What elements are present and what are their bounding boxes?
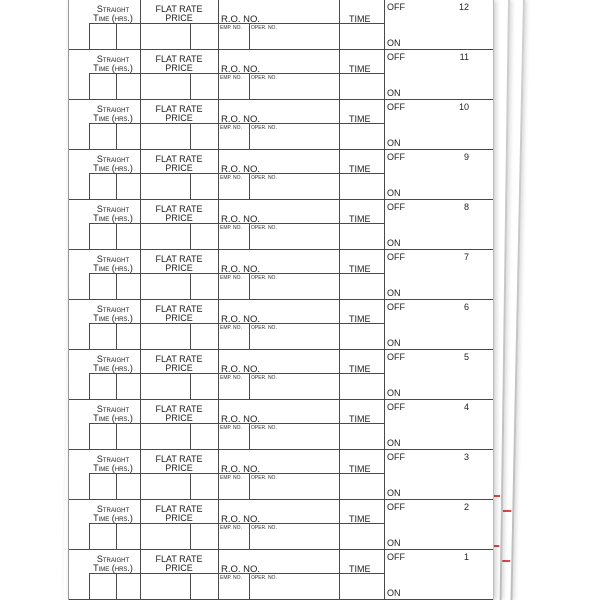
off-label: OFF: [387, 251, 405, 262]
on-label: ON: [387, 237, 401, 248]
time-ticket-row: [69, 150, 493, 200]
time-ticket-row: [69, 0, 493, 50]
ro-number-label: R.O. NO.: [221, 163, 261, 175]
divider: [218, 0, 219, 50]
flat-rate-line1: FLAT RATE: [155, 503, 203, 514]
on-label: ON: [387, 137, 401, 148]
divider: [190, 173, 191, 200]
ro-number-label: R.O. NO.: [221, 413, 261, 425]
oper-number-label: OPER. NO.: [251, 24, 277, 31]
time-ticket-row: [69, 50, 493, 100]
straight-time-line2: Time (hrs.): [93, 562, 133, 573]
divider: [339, 50, 340, 100]
on-label: ON: [387, 37, 401, 48]
divider: [339, 300, 340, 350]
emp-number-label: EMP. NO.: [220, 274, 242, 281]
mid-rule: [89, 123, 384, 124]
divider: [218, 200, 219, 250]
divider: [384, 300, 385, 350]
flat-rate-label: [141, 255, 217, 273]
divider: [116, 173, 117, 200]
oper-number-label: OPER. NO.: [251, 524, 277, 531]
straight-time-label: [85, 305, 141, 323]
divider: [339, 350, 340, 400]
flat-rate-label: [141, 555, 217, 573]
divider: [190, 523, 191, 550]
ticket-number: 1: [463, 551, 469, 562]
divider: [116, 523, 117, 550]
ro-number-label: R.O. NO.: [221, 563, 261, 575]
oper-number-label: OPER. NO.: [251, 274, 277, 281]
off-label: OFF: [387, 301, 405, 312]
divider: [140, 450, 141, 500]
divider: [140, 0, 141, 50]
flat-rate-line1: FLAT RATE: [155, 3, 203, 14]
emp-number-label: EMP. NO.: [220, 24, 242, 31]
on-label: ON: [387, 287, 401, 298]
divider: [190, 273, 191, 300]
straight-time-line2: Time (hrs.): [93, 262, 133, 273]
ticket-number: 8: [463, 201, 469, 212]
ticket-number: 9: [463, 151, 469, 162]
divider: [116, 473, 117, 500]
divider: [384, 500, 385, 550]
divider: [140, 50, 141, 100]
divider: [89, 123, 90, 150]
mid-rule: [89, 473, 384, 474]
emp-number-label: EMP. NO.: [220, 124, 242, 131]
straight-time-line2: Time (hrs.): [93, 12, 133, 23]
mid-rule: [89, 173, 384, 174]
time-label: TIME: [349, 213, 371, 224]
mid-rule: [89, 273, 384, 274]
off-label: OFF: [387, 1, 405, 12]
off-label: OFF: [387, 451, 405, 462]
time-ticket-row: [69, 550, 493, 600]
mid-rule: [89, 23, 384, 24]
time-ticket-row: [69, 350, 493, 400]
divider: [140, 350, 141, 400]
straight-time-line2: Time (hrs.): [93, 62, 133, 73]
flat-rate-label: [141, 5, 217, 23]
on-label: ON: [387, 337, 401, 348]
ticket-number: 11: [459, 51, 469, 62]
divider: [140, 150, 141, 200]
straight-time-line1: Straight: [96, 503, 130, 514]
divider: [116, 223, 117, 250]
divider: [89, 373, 90, 400]
ro-number-label: R.O. NO.: [221, 463, 261, 475]
divider: [249, 173, 250, 200]
divider: [384, 100, 385, 150]
time-label: TIME: [349, 313, 371, 324]
oper-number-label: OPER. NO.: [251, 124, 277, 131]
on-label: ON: [387, 537, 401, 548]
divider: [116, 423, 117, 450]
oper-number-label: OPER. NO.: [251, 174, 277, 181]
divider: [89, 223, 90, 250]
oper-number-label: OPER. NO.: [251, 74, 277, 81]
straight-time-line1: Straight: [96, 303, 130, 314]
divider: [190, 223, 191, 250]
ticket-number: 2: [463, 501, 469, 512]
time-label: TIME: [349, 563, 371, 574]
time-label: TIME: [349, 363, 371, 374]
flat-rate-line1: FLAT RATE: [155, 553, 203, 564]
divider: [140, 300, 141, 350]
flat-rate-label: [141, 305, 217, 323]
ticket-number: 10: [458, 101, 469, 112]
straight-time-line1: Straight: [96, 403, 130, 414]
divider: [190, 73, 191, 100]
divider: [249, 73, 250, 100]
divider: [89, 323, 90, 350]
straight-time-line1: Straight: [96, 3, 130, 14]
oper-number-label: OPER. NO.: [251, 224, 277, 231]
straight-time-label: [85, 105, 141, 123]
straight-time-label: [85, 55, 141, 73]
mid-rule: [89, 573, 384, 574]
divider: [89, 73, 90, 100]
flat-rate-label: [141, 155, 217, 173]
flat-rate-line2: PRICE: [165, 562, 193, 573]
ticket-number: 5: [463, 351, 469, 362]
divider: [89, 523, 90, 550]
straight-time-line1: Straight: [96, 353, 130, 364]
ro-number-label: R.O. NO.: [221, 113, 261, 125]
straight-time-line2: Time (hrs.): [93, 462, 133, 473]
flat-rate-label: [141, 405, 217, 423]
flat-rate-line2: PRICE: [165, 62, 193, 73]
flat-rate-line2: PRICE: [165, 12, 193, 23]
straight-time-line1: Straight: [96, 103, 130, 114]
divider: [140, 250, 141, 300]
mid-rule: [89, 73, 384, 74]
divider: [89, 173, 90, 200]
flat-rate-line1: FLAT RATE: [155, 453, 203, 464]
divider: [249, 223, 250, 250]
flat-rate-label: [141, 55, 217, 73]
divider: [384, 150, 385, 200]
straight-time-line1: Straight: [96, 453, 130, 464]
time-ticket-row: [69, 300, 493, 350]
flat-rate-label: [141, 455, 217, 473]
divider: [89, 273, 90, 300]
off-label: OFF: [387, 501, 405, 512]
time-label: TIME: [349, 413, 371, 424]
mid-rule: [89, 323, 384, 324]
straight-time-label: [85, 405, 141, 423]
flat-rate-line1: FLAT RATE: [155, 253, 203, 264]
flat-rate-label: [141, 355, 217, 373]
divider: [140, 500, 141, 550]
straight-time-line1: Straight: [96, 553, 130, 564]
off-label: OFF: [387, 351, 405, 362]
ticket-number: 12: [458, 1, 469, 12]
straight-time-line1: Straight: [96, 53, 130, 64]
ticket-number: 4: [463, 401, 469, 412]
straight-time-label: [85, 255, 141, 273]
time-label: TIME: [349, 63, 371, 74]
flat-rate-line1: FLAT RATE: [155, 403, 203, 414]
divider: [218, 550, 219, 600]
divider: [116, 123, 117, 150]
divider: [190, 423, 191, 450]
on-label: ON: [387, 487, 401, 498]
straight-time-line2: Time (hrs.): [93, 312, 133, 323]
divider: [384, 250, 385, 300]
divider: [89, 23, 90, 50]
time-label: TIME: [349, 463, 371, 474]
divider: [116, 373, 117, 400]
divider: [218, 350, 219, 400]
time-ticket-row: [69, 450, 493, 500]
mid-rule: [89, 373, 384, 374]
divider: [249, 523, 250, 550]
straight-time-line1: Straight: [96, 153, 130, 164]
ticket-number: 7: [463, 251, 469, 262]
ticket-number: 6: [463, 301, 469, 312]
divider: [249, 373, 250, 400]
divider: [89, 473, 90, 500]
flat-rate-line2: PRICE: [165, 312, 193, 323]
time-ticket-sheet: [68, 0, 494, 600]
time-ticket-row: [69, 500, 493, 550]
on-label: ON: [387, 387, 401, 398]
divider: [384, 350, 385, 400]
time-ticket-row: [69, 200, 493, 250]
emp-number-label: EMP. NO.: [220, 474, 242, 481]
divider: [140, 550, 141, 600]
divider: [89, 423, 90, 450]
divider: [339, 250, 340, 300]
divider: [116, 23, 117, 50]
divider: [140, 400, 141, 450]
straight-time-line1: Straight: [96, 203, 130, 214]
flat-rate-line2: PRICE: [165, 362, 193, 373]
divider: [384, 400, 385, 450]
flat-rate-label: [141, 505, 217, 523]
off-label: OFF: [387, 551, 405, 562]
oper-number-label: OPER. NO.: [251, 374, 277, 381]
divider: [339, 400, 340, 450]
emp-number-label: EMP. NO.: [220, 74, 242, 81]
flat-rate-line2: PRICE: [165, 512, 193, 523]
divider: [384, 50, 385, 100]
divider: [190, 573, 191, 600]
emp-number-label: EMP. NO.: [220, 324, 242, 331]
divider: [384, 0, 385, 50]
divider: [140, 100, 141, 150]
straight-time-label: [85, 505, 141, 523]
divider: [116, 273, 117, 300]
on-label: ON: [387, 437, 401, 448]
straight-time-label: [85, 205, 141, 223]
off-label: OFF: [387, 201, 405, 212]
off-label: OFF: [387, 101, 405, 112]
divider: [89, 573, 90, 600]
divider: [116, 323, 117, 350]
flat-rate-line1: FLAT RATE: [155, 103, 203, 114]
flat-rate-line1: FLAT RATE: [155, 153, 203, 164]
ro-number-label: R.O. NO.: [221, 13, 261, 25]
divider: [249, 573, 250, 600]
divider: [249, 323, 250, 350]
oper-number-label: OPER. NO.: [251, 574, 277, 581]
flat-rate-line1: FLAT RATE: [155, 303, 203, 314]
divider: [384, 200, 385, 250]
ro-number-label: R.O. NO.: [221, 313, 261, 325]
emp-number-label: EMP. NO.: [220, 174, 242, 181]
flat-rate-line2: PRICE: [165, 212, 193, 223]
emp-number-label: EMP. NO.: [220, 424, 242, 431]
flat-rate-label: [141, 205, 217, 223]
straight-time-line2: Time (hrs.): [93, 212, 133, 223]
off-label: OFF: [387, 151, 405, 162]
divider: [190, 323, 191, 350]
straight-time-line2: Time (hrs.): [93, 412, 133, 423]
divider: [218, 50, 219, 100]
divider: [249, 423, 250, 450]
divider: [116, 573, 117, 600]
flat-rate-line2: PRICE: [165, 262, 193, 273]
ticket-number: 3: [463, 451, 469, 462]
divider: [218, 400, 219, 450]
time-label: TIME: [349, 13, 371, 24]
divider: [339, 450, 340, 500]
flat-rate-label: [141, 105, 217, 123]
divider: [140, 200, 141, 250]
straight-time-label: [85, 155, 141, 173]
sheet-edge: [510, 0, 525, 600]
divider: [249, 273, 250, 300]
divider: [218, 250, 219, 300]
time-ticket-row: [69, 100, 493, 150]
straight-time-line2: Time (hrs.): [93, 112, 133, 123]
divider: [116, 73, 117, 100]
divider: [339, 500, 340, 550]
divider: [384, 450, 385, 500]
time-label: TIME: [349, 163, 371, 174]
time-ticket-row: [69, 250, 493, 300]
time-label: TIME: [349, 513, 371, 524]
straight-time-label: [85, 455, 141, 473]
straight-time-line2: Time (hrs.): [93, 362, 133, 373]
mid-rule: [89, 423, 384, 424]
divider: [190, 123, 191, 150]
flat-rate-line1: FLAT RATE: [155, 203, 203, 214]
straight-time-label: [85, 355, 141, 373]
flat-rate-line2: PRICE: [165, 162, 193, 173]
ro-number-label: R.O. NO.: [221, 263, 261, 275]
off-label: OFF: [387, 51, 405, 62]
emp-number-label: EMP. NO.: [220, 574, 242, 581]
time-ticket-row: [69, 400, 493, 450]
divider: [249, 23, 250, 50]
on-label: ON: [387, 87, 401, 98]
oper-number-label: OPER. NO.: [251, 474, 277, 481]
divider: [190, 473, 191, 500]
flat-rate-line2: PRICE: [165, 112, 193, 123]
divider: [190, 373, 191, 400]
divider: [339, 100, 340, 150]
divider: [190, 23, 191, 50]
flat-rate-line1: FLAT RATE: [155, 53, 203, 64]
divider: [218, 150, 219, 200]
divider: [339, 200, 340, 250]
divider: [218, 450, 219, 500]
on-label: ON: [387, 187, 401, 198]
oper-number-label: OPER. NO.: [251, 424, 277, 431]
ro-number-label: R.O. NO.: [221, 63, 261, 75]
ro-number-label: R.O. NO.: [221, 513, 261, 525]
divider: [218, 100, 219, 150]
divider: [249, 473, 250, 500]
straight-time-label: [85, 555, 141, 573]
straight-time-line2: Time (hrs.): [93, 162, 133, 173]
divider: [339, 0, 340, 50]
divider: [384, 550, 385, 600]
time-label: TIME: [349, 113, 371, 124]
straight-time-line2: Time (hrs.): [93, 512, 133, 523]
off-label: OFF: [387, 401, 405, 412]
mid-rule: [89, 223, 384, 224]
emp-number-label: EMP. NO.: [220, 374, 242, 381]
time-label: TIME: [349, 263, 371, 274]
flat-rate-line1: FLAT RATE: [155, 353, 203, 364]
flat-rate-line2: PRICE: [165, 462, 193, 473]
straight-time-line1: Straight: [96, 253, 130, 264]
mid-rule: [89, 523, 384, 524]
emp-number-label: EMP. NO.: [220, 224, 242, 231]
divider: [339, 550, 340, 600]
divider: [339, 150, 340, 200]
flat-rate-line2: PRICE: [165, 412, 193, 423]
divider: [218, 500, 219, 550]
ro-number-label: R.O. NO.: [221, 213, 261, 225]
straight-time-label: [85, 5, 141, 23]
divider: [218, 300, 219, 350]
ro-number-label: R.O. NO.: [221, 363, 261, 375]
oper-number-label: OPER. NO.: [251, 324, 277, 331]
emp-number-label: EMP. NO.: [220, 524, 242, 531]
on-label: ON: [387, 587, 401, 598]
divider: [249, 123, 250, 150]
